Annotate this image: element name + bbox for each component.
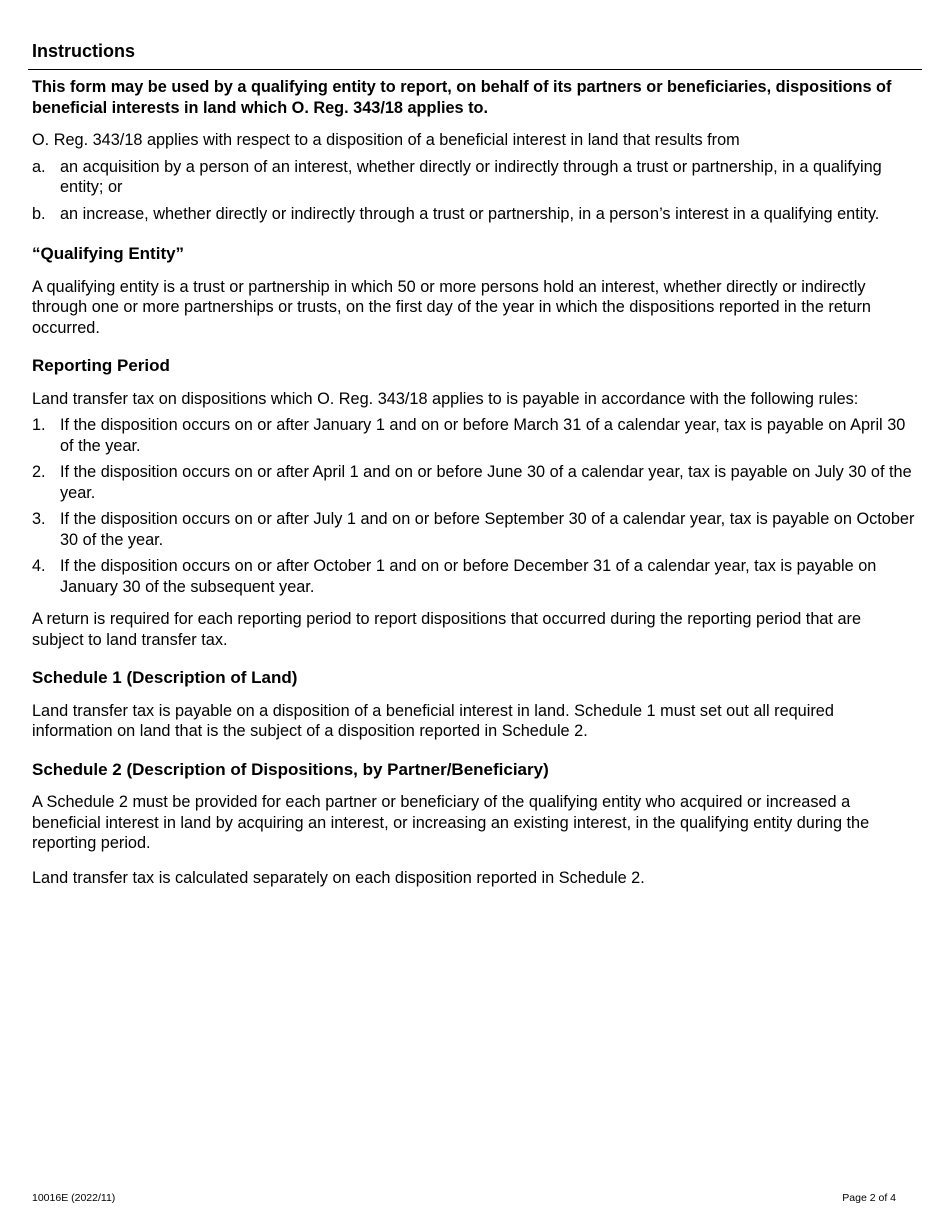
list-item-text: If the disposition occurs on or after October 1 and on or before December 31 of a calendar year, tax is payable on January 30 of the subsequent year.	[60, 557, 877, 596]
form-identifier: 10016E (2022/11)	[32, 1192, 116, 1204]
qualifying-entity-heading: “Qualifying Entity”	[32, 244, 185, 263]
schedule-2-text: A Schedule 2 must be provided for each partner or beneficiary of the qualifying entity who acquired or increased a beneficial interest in land by acquiring an interest, or increasing an existing interest, in the qualifying entity during the reporting period.	[32, 793, 870, 852]
page-number: Page 2 of 4	[842, 1192, 896, 1204]
list-marker: 1.	[32, 416, 46, 434]
list-item	[32, 462, 917, 503]
intro-list	[32, 157, 917, 225]
list-marker: 4.	[32, 557, 46, 575]
intro-lead: O. Reg. 343/18 applies with respect to a disposition of a beneficial interest in land that results from	[32, 131, 740, 149]
list-item	[32, 509, 917, 550]
list-item-text: If the disposition occurs on or after January 1 and on or before March 31 of a calendar year, tax is payable on April 30 of the year.	[60, 416, 906, 455]
list-marker: 3.	[32, 510, 46, 528]
intro-statement: This form may be used by a qualifying entity to report, on behalf of its partners or beneficiaries, dispositions of beneficial interests in land which O. Reg. 343/18 applies to.	[32, 78, 892, 117]
reporting-period-lead: Land transfer tax on dispositions which O. Reg. 343/18 applies to is payable in accordance with the following rules:	[32, 389, 859, 408]
list-item	[32, 556, 917, 597]
list-item-text: an acquisition by a person of an interest, whether directly or indirectly through a trust or partnership, in a qualifying entity; or	[60, 157, 882, 196]
schedule-2-heading: Schedule 2 (Description of Dispositions, by Partner/Beneficiary)	[32, 759, 549, 779]
list-item	[32, 415, 917, 456]
schedule-1-text: Land transfer tax is payable on a disposition of a beneficial interest in land. Schedule 1 must set out all required information on land that is the subject of a disposition reported in Schedule 2.	[32, 701, 834, 740]
qualifying-entity-text: A qualifying entity is a trust or partnership in which 50 or more persons hold an interest, whether directly or indirectly through one or more partnerships or trusts, on the first day of the year in which the dispositions reported in the return occurred.	[32, 277, 871, 337]
list-item-text: If the disposition occurs on or after April 1 and on or before June 30 of a calendar year, tax is payable on July 30 of the year.	[60, 463, 912, 502]
reporting-period-heading: Reporting Period	[32, 356, 170, 375]
list-marker: b.	[32, 204, 46, 223]
schedule-1-heading: Schedule 1 (Description of Land)	[32, 668, 298, 687]
list-item-text: If the disposition occurs on or after July 1 and on or before September 30 of a calendar year, tax is payable on October 30 of the year.	[60, 510, 915, 549]
reporting-rules-list	[32, 415, 917, 597]
list-marker: 2.	[32, 463, 46, 481]
list-item	[32, 204, 917, 225]
schedule-2-calculation-text: Land transfer tax is calculated separately on each disposition reported in Schedule 2.	[32, 868, 645, 887]
page-title: Instructions	[32, 41, 136, 61]
document-page	[32, 40, 917, 888]
list-marker: a.	[32, 157, 46, 176]
reporting-period-closing: A return is required for each reporting period to report dispositions that occurred during the reporting period that are subject to land transfer tax.	[32, 610, 862, 649]
list-item-text: an increase, whether directly or indirectly through a trust or partnership, in a person’s interest in a qualifying entity.	[60, 204, 880, 223]
list-item	[32, 157, 917, 198]
